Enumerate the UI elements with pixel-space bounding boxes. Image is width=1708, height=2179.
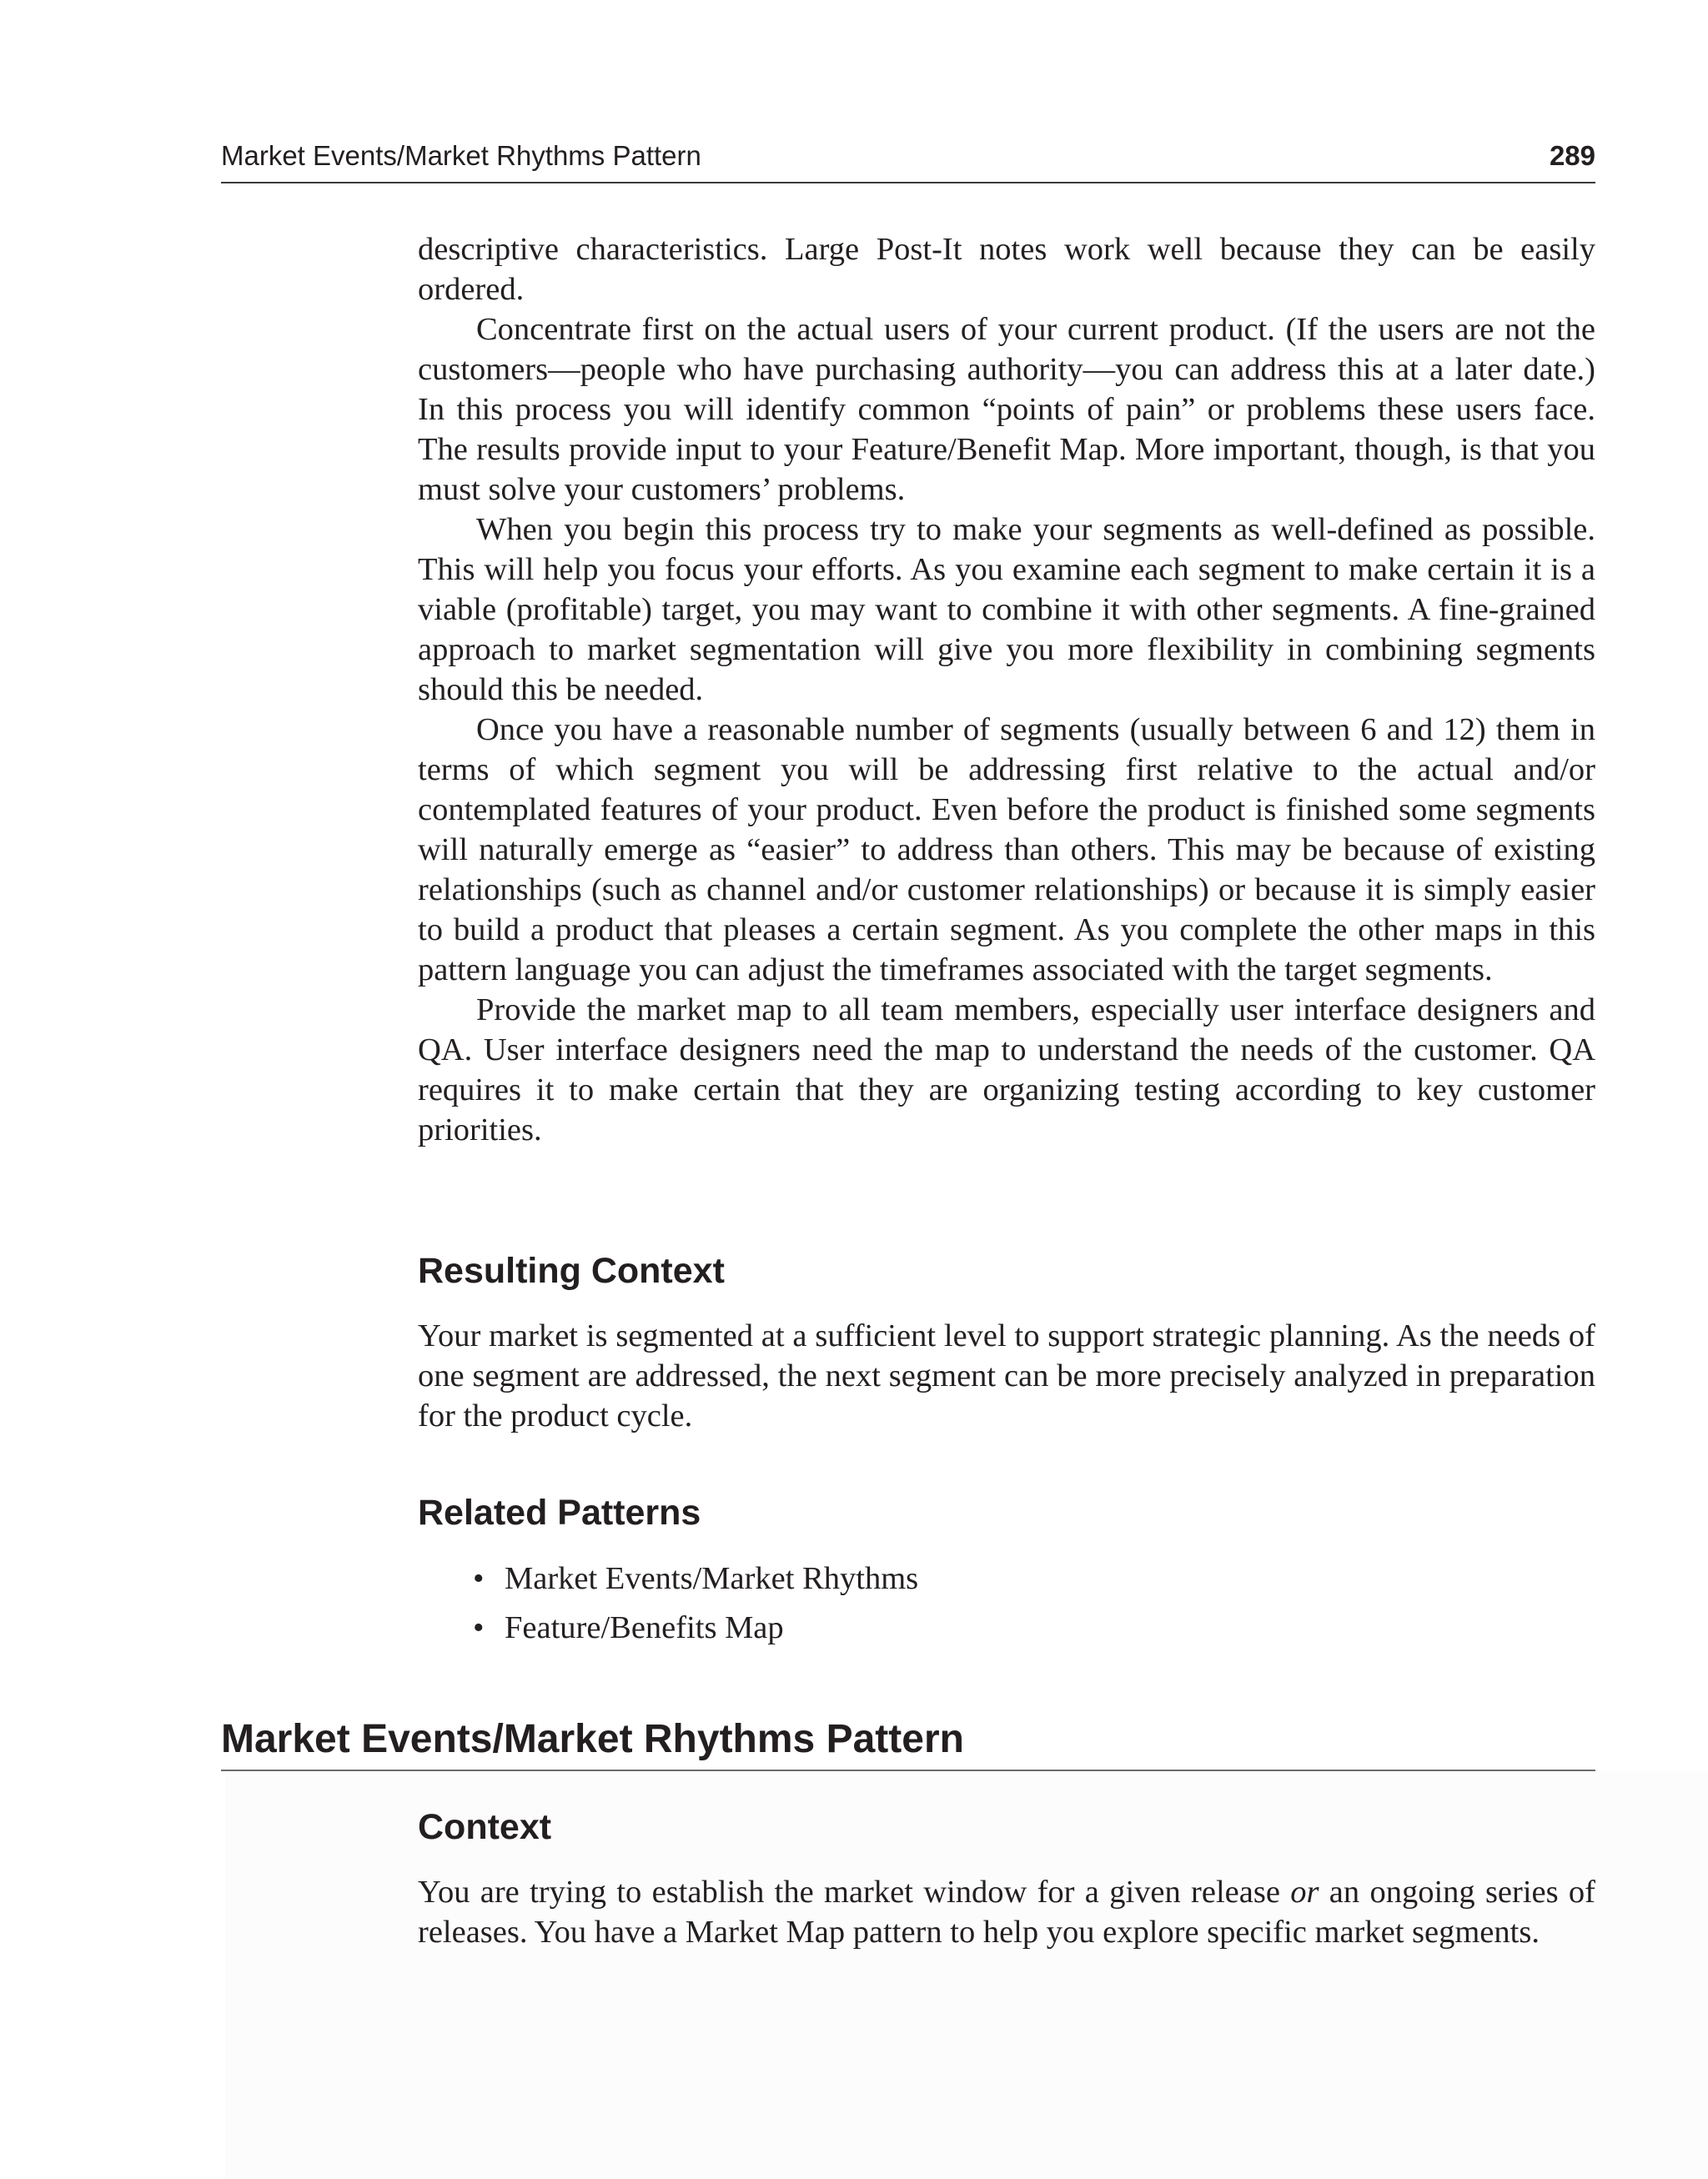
paragraph: Concentrate first on the actual users of your current product. (If the users are not the customers—people who have purchasing authority—you can address this at a later date.) In this process you will identify common “points of pain” or problems these users face. The results provide input to your Feature/Benefit Map. More important, though, is that you must solve your customers’ problems. bbox=[418, 312, 1595, 507]
paragraph: Provide the market map to all team members, especially user interface designers and QA. User interface designers need the map to understand the needs of the customer. QA requires it to make certain that they are organizing testing according to key customer priorities. bbox=[418, 992, 1595, 1147]
page-number: 289 bbox=[1549, 140, 1595, 171]
section-heading bbox=[221, 1715, 1595, 1771]
list-item bbox=[473, 1554, 918, 1604]
paragraph: descriptive characteristics. Large Post-It notes work well because they can be easily ordered. bbox=[418, 232, 1595, 307]
resulting-context-body bbox=[418, 1316, 1595, 1436]
context-body bbox=[418, 1872, 1595, 1952]
list-item bbox=[473, 1604, 918, 1653]
context-text-start: You are trying to establish the market window for a given release bbox=[418, 1875, 1291, 1910]
section-title: Market Events/Market Rhythms Pattern bbox=[221, 1717, 964, 1761]
list-item-label: Feature/Benefits Map bbox=[505, 1610, 784, 1645]
context-heading: Context bbox=[418, 1807, 552, 1847]
bullet-icon: • bbox=[473, 1610, 485, 1645]
context-text-emphasis: or bbox=[1290, 1875, 1319, 1910]
bullet-icon: • bbox=[473, 1561, 485, 1596]
paragraph: Once you have a reasonable number of segments (usually between 6 and 12) them in terms of which segment you will be addressing first relative to the actual and/or contemplated features of your product. Even before the product is finished some segments will naturally emerge as “easier” to address than others. This may be because of existing relationships (such as channel and/or customer relationships) or because it is simply easier to build a product that pleases a certain segment. As you complete the other maps in this pattern language you can adjust the timeframes associated with the target segments. bbox=[418, 712, 1595, 987]
body-text-top bbox=[418, 229, 1595, 1150]
list-item-label: Market Events/Market Rhythms bbox=[505, 1561, 919, 1596]
running-head bbox=[221, 133, 1595, 183]
paragraph: When you begin this process try to make your segments as well-defined as possible. This will help you focus your efforts. As you examine each segment to make certain it is a viable (profitable) target, you may want to combine it with other segments. A fine-grained approach to market segmentation will give you more flexibility in combining segments should this be needed. bbox=[418, 512, 1595, 707]
resulting-context-heading: Resulting Context bbox=[418, 1251, 725, 1291]
related-patterns-heading: Related Patterns bbox=[418, 1493, 701, 1533]
paragraph: Your market is segmented at a sufficient level to support strategic planning. As the needs of one segment are addressed, the next segment can be more precisely analyzed in preparation for the product cycle. bbox=[418, 1318, 1595, 1433]
paragraph bbox=[418, 1872, 1595, 1952]
running-head-title: Market Events/Market Rhythms Pattern bbox=[221, 140, 701, 171]
related-patterns-list bbox=[473, 1554, 918, 1653]
context-text-end: an ongoing series of releases. You have a Market Map pattern to help you explore specific market segments. bbox=[418, 1875, 1595, 1950]
